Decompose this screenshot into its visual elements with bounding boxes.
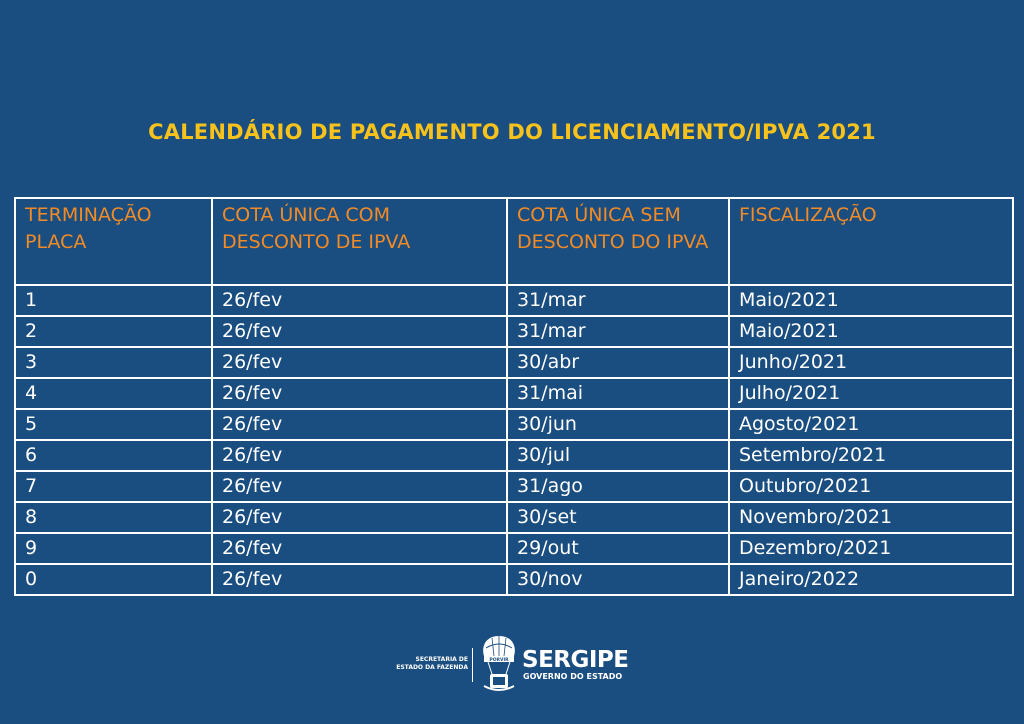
cell-terminacao: 2 <box>15 316 212 347</box>
cell-cota-sem-desconto: 31/mar <box>507 285 729 316</box>
cell-terminacao: 4 <box>15 378 212 409</box>
table-row <box>15 285 1013 316</box>
footer-divider <box>472 648 473 682</box>
table-row <box>15 378 1013 409</box>
sergipe-brand: SERGIPE <box>522 647 629 673</box>
cell-cota-sem-desconto: 30/nov <box>507 564 729 595</box>
header-terminacao-placa: TERMINAÇÃO PLACA <box>15 198 212 285</box>
table-row <box>15 502 1013 533</box>
cell-terminacao: 8 <box>15 502 212 533</box>
cell-cota-com-desconto: 26/fev <box>212 378 507 409</box>
cell-fiscalizacao: Agosto/2021 <box>729 409 1013 440</box>
footer-logos <box>0 634 1024 694</box>
cell-terminacao: 1 <box>15 285 212 316</box>
table-row <box>15 409 1013 440</box>
cell-cota-com-desconto: 26/fev <box>212 440 507 471</box>
cell-terminacao: 5 <box>15 409 212 440</box>
page-title: CALENDÁRIO DE PAGAMENTO DO LICENCIAMENTO/IPVA 2021 <box>148 120 876 144</box>
cell-terminacao: 0 <box>15 564 212 595</box>
cell-fiscalizacao: Setembro/2021 <box>729 440 1013 471</box>
cell-cota-com-desconto: 26/fev <box>212 316 507 347</box>
header-fiscalizacao: FISCALIZAÇÃO <box>729 198 1013 285</box>
cell-cota-com-desconto: 26/fev <box>212 471 507 502</box>
cell-cota-sem-desconto: 31/ago <box>507 471 729 502</box>
cell-fiscalizacao: Junho/2021 <box>729 347 1013 378</box>
table-header-row <box>15 198 1013 285</box>
table-row <box>15 347 1013 378</box>
table-row <box>15 440 1013 471</box>
cell-terminacao: 9 <box>15 533 212 564</box>
cell-cota-sem-desconto: 29/out <box>507 533 729 564</box>
table-row <box>15 316 1013 347</box>
cell-cota-com-desconto: 26/fev <box>212 533 507 564</box>
cell-fiscalizacao: Dezembro/2021 <box>729 533 1013 564</box>
cell-cota-com-desconto: 26/fev <box>212 347 507 378</box>
cell-terminacao: 3 <box>15 347 212 378</box>
payment-calendar-table <box>14 197 1014 596</box>
cell-cota-sem-desconto: 30/jun <box>507 409 729 440</box>
cell-cota-sem-desconto: 31/mai <box>507 378 729 409</box>
table-row <box>15 564 1013 595</box>
header-cota-sem-desconto: COTA ÚNICA SEM DESCONTO DO IPVA <box>507 198 729 285</box>
governo-do-estado-label: GOVERNO DO ESTADO <box>523 672 623 681</box>
cell-cota-com-desconto: 26/fev <box>212 502 507 533</box>
table-row <box>15 471 1013 502</box>
secretaria-fazenda-label: SECRETARIA DE ESTADO DA FAZENDA <box>396 656 468 671</box>
cell-cota-sem-desconto: 30/abr <box>507 347 729 378</box>
state-crest-icon <box>478 634 520 694</box>
cell-terminacao: 7 <box>15 471 212 502</box>
cell-cota-sem-desconto: 31/mar <box>507 316 729 347</box>
table-row <box>15 533 1013 564</box>
cell-fiscalizacao: Julho/2021 <box>729 378 1013 409</box>
crest-motto: PORVIR <box>489 658 509 663</box>
cell-fiscalizacao: Maio/2021 <box>729 285 1013 316</box>
header-cota-com-desconto: COTA ÚNICA COM DESCONTO DE IPVA <box>212 198 507 285</box>
cell-cota-com-desconto: 26/fev <box>212 564 507 595</box>
cell-cota-com-desconto: 26/fev <box>212 285 507 316</box>
cell-fiscalizacao: Novembro/2021 <box>729 502 1013 533</box>
cell-terminacao: 6 <box>15 440 212 471</box>
cell-cota-sem-desconto: 30/set <box>507 502 729 533</box>
cell-cota-sem-desconto: 30/jul <box>507 440 729 471</box>
cell-fiscalizacao: Maio/2021 <box>729 316 1013 347</box>
cell-fiscalizacao: Outubro/2021 <box>729 471 1013 502</box>
cell-cota-com-desconto: 26/fev <box>212 409 507 440</box>
cell-fiscalizacao: Janeiro/2022 <box>729 564 1013 595</box>
